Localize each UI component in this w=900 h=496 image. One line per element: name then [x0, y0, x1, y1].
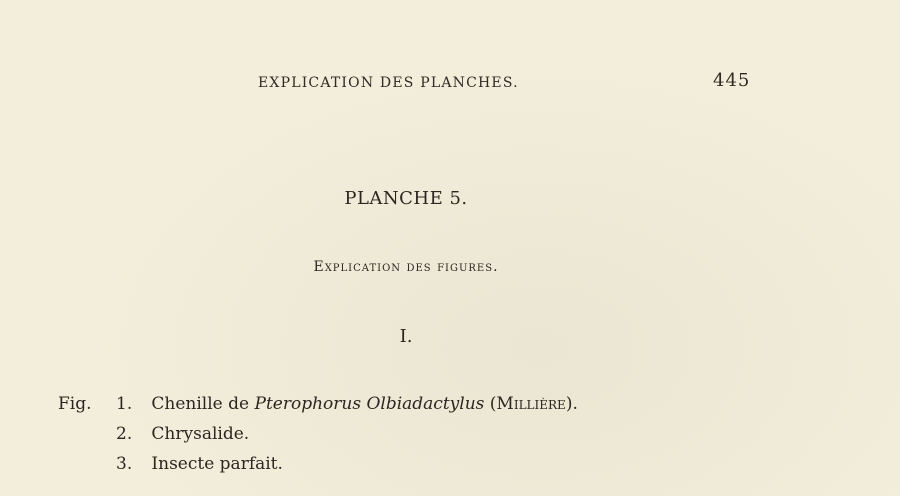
- figure-item-2: [116, 424, 249, 444]
- figure-text: Chrysalide.: [151, 424, 250, 444]
- plate-title: PLANCHE 5.: [344, 188, 468, 209]
- running-title: EXPLICATION DES PLANCHES.: [258, 75, 519, 91]
- section-heading: Explication des figures.: [313, 259, 499, 275]
- figure-text: Chenille de: [151, 394, 250, 414]
- author-open: (: [489, 394, 497, 414]
- page-number: 445: [713, 70, 751, 91]
- figure-text: Insecte parfait.: [151, 454, 283, 474]
- section-roman-numeral: I.: [399, 326, 413, 347]
- author-close: ).: [565, 394, 578, 414]
- figure-number: 2.: [116, 424, 133, 444]
- figure-item-1: [116, 394, 578, 414]
- figure-label: Fig.: [58, 394, 92, 414]
- figure-number: 1.: [116, 394, 133, 414]
- figure-item-3: [116, 454, 283, 474]
- species-name: Pterophorus Olbiadactylus: [254, 394, 485, 414]
- figure-number: 3.: [116, 454, 133, 474]
- author-name: Millière: [496, 394, 566, 414]
